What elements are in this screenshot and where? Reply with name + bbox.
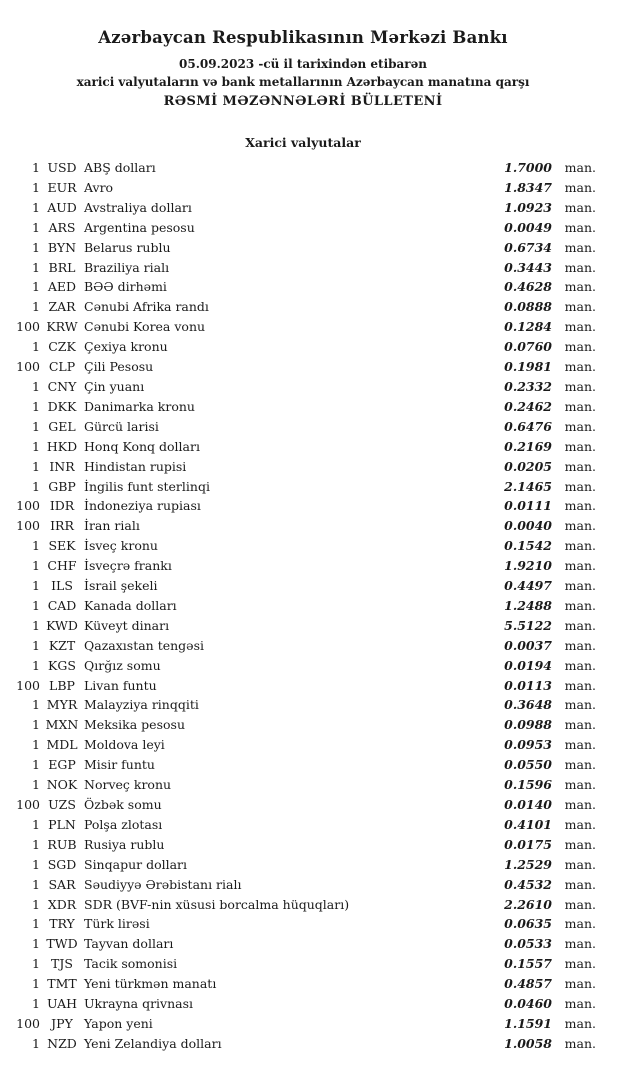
rate-row xyxy=(10,1034,596,1054)
currency-name: Avstraliya dolları xyxy=(84,199,192,215)
unit-label: man. xyxy=(564,896,596,912)
unit-label: man. xyxy=(564,1015,596,1031)
rate-value: 0.2462 xyxy=(504,398,552,414)
rate-row xyxy=(10,377,596,397)
unit-label: man. xyxy=(564,239,596,255)
currency-name: İndoneziya rupiası xyxy=(84,498,201,514)
rate-value: 0.0111 xyxy=(504,498,552,514)
unit-label: man. xyxy=(564,916,596,932)
currency-code: NOK xyxy=(46,777,78,793)
quantity: 1 xyxy=(32,757,40,773)
currency-name: Tayvan dolları xyxy=(84,936,174,952)
quantity: 1 xyxy=(32,299,40,315)
quantity: 100 xyxy=(16,677,40,693)
unit-label: man. xyxy=(564,578,596,594)
rate-row xyxy=(10,556,596,576)
unit-label: man. xyxy=(564,359,596,375)
rate-value: 1.0058 xyxy=(504,1035,552,1051)
rate-row xyxy=(10,576,596,596)
bank-title: Azərbaycan Respublikasının Mərkəzi Bankı xyxy=(98,28,508,47)
quantity: 1 xyxy=(32,856,40,872)
rate-row xyxy=(10,715,596,735)
quantity: 1 xyxy=(32,578,40,594)
unit-label: man. xyxy=(564,458,596,474)
rate-row xyxy=(10,417,596,437)
currency-code: SGD xyxy=(47,856,77,872)
rate-value: 0.6476 xyxy=(504,418,552,434)
currency-code: NZD xyxy=(47,1035,77,1051)
currency-name: Kanada dolları xyxy=(84,597,177,613)
currency-name: Səudiyyə Ərəbistanı rialı xyxy=(84,876,242,892)
rate-row xyxy=(10,397,596,417)
currency-code: MYR xyxy=(46,697,78,713)
rate-value: 0.0460 xyxy=(504,996,552,1012)
unit-label: man. xyxy=(564,996,596,1012)
currency-code: GBP xyxy=(48,478,76,494)
currency-code: MXN xyxy=(45,717,79,733)
currency-name: Yeni türkmən manatı xyxy=(84,976,217,992)
unit-label: man. xyxy=(564,777,596,793)
currency-name: ABŞ dolları xyxy=(84,160,156,175)
rate-row xyxy=(10,636,596,656)
currency-name: Cənubi Korea vonu xyxy=(84,319,206,335)
quantity: 1 xyxy=(32,617,40,633)
currency-name: İsveç kronu xyxy=(84,538,158,554)
rate-row xyxy=(10,795,596,815)
exchange-rates-body xyxy=(10,158,596,1054)
unit-label: man. xyxy=(564,378,596,394)
currency-code: CLP xyxy=(48,359,76,375)
bulletin-subtitle: xarici valyutaların və bank metallarının Azərbaycan manatına qarşı xyxy=(76,75,530,89)
rate-row xyxy=(10,457,596,477)
currency-code: CZK xyxy=(48,339,76,355)
unit-label: man. xyxy=(564,797,596,812)
currency-name: Çin yuanı xyxy=(84,378,145,394)
unit-label: man. xyxy=(564,697,596,713)
currency-code: KRW xyxy=(46,319,78,335)
quantity: 1 xyxy=(32,816,40,832)
currency-code: EUR xyxy=(47,179,77,195)
rate-value: 0.0113 xyxy=(504,677,552,693)
quantity: 1 xyxy=(32,199,40,215)
currency-code: AUD xyxy=(47,199,77,215)
currency-name: İngilis funt sterlinqi xyxy=(84,478,210,494)
rate-value: 0.0888 xyxy=(504,299,552,315)
rate-value: 0.4497 xyxy=(504,578,552,594)
unit-label: man. xyxy=(564,339,596,355)
rate-value: 2.2610 xyxy=(504,896,552,912)
currency-name: Özbək somu xyxy=(84,797,162,812)
quantity: 1 xyxy=(32,637,40,653)
unit-label: man. xyxy=(564,398,596,414)
currency-name: İsveçrə frankı xyxy=(84,558,172,574)
rate-row xyxy=(10,835,596,855)
currency-code: USD xyxy=(47,160,77,175)
unit-label: man. xyxy=(564,836,596,852)
quantity: 1 xyxy=(32,936,40,952)
rate-value: 0.2169 xyxy=(504,438,552,454)
quantity: 1 xyxy=(32,458,40,474)
unit-label: man. xyxy=(564,1035,596,1051)
unit-label: man. xyxy=(564,677,596,693)
rate-value: 5.5122 xyxy=(504,617,552,633)
quantity: 100 xyxy=(16,1015,40,1031)
currency-code: PLN xyxy=(48,816,76,832)
unit-label: man. xyxy=(564,219,596,235)
quantity: 1 xyxy=(32,179,40,195)
rate-row xyxy=(10,496,596,516)
currency-code: LBP xyxy=(49,677,75,693)
rate-value: 0.1284 xyxy=(504,319,552,335)
currency-name: Belarus rublu xyxy=(84,239,171,255)
rate-value: 1.2488 xyxy=(504,597,552,613)
quantity: 1 xyxy=(32,538,40,554)
rate-value: 0.0635 xyxy=(504,916,552,932)
quantity: 1 xyxy=(32,876,40,892)
currency-code: GEL xyxy=(48,418,76,434)
quantity: 100 xyxy=(16,319,40,335)
currency-name: Rusiya rublu xyxy=(84,836,165,852)
rate-row xyxy=(10,735,596,755)
rate-value: 1.9210 xyxy=(504,558,552,574)
rate-value: 0.0194 xyxy=(504,657,552,673)
exchange-rates-table xyxy=(10,158,596,1054)
rate-value: 2.1465 xyxy=(504,478,552,494)
rate-row xyxy=(10,934,596,954)
rate-value: 1.7000 xyxy=(504,160,552,175)
unit-label: man. xyxy=(564,737,596,753)
rate-value: 0.0049 xyxy=(504,219,552,235)
quantity: 100 xyxy=(16,359,40,375)
unit-label: man. xyxy=(564,956,596,972)
rate-value: 0.0140 xyxy=(504,797,552,812)
rate-row xyxy=(10,337,596,357)
currency-name: Tacik somonisi xyxy=(84,956,178,972)
rate-row xyxy=(10,616,596,636)
currency-name: Livan funtu xyxy=(84,677,157,693)
currency-name: Yapon yeni xyxy=(84,1015,153,1031)
rate-value: 0.1981 xyxy=(504,359,552,375)
currency-name: Ukrayna qrivnası xyxy=(84,996,194,1012)
currency-name: Gürcü larisi xyxy=(84,418,159,434)
currency-code: SEK xyxy=(48,538,76,554)
currency-code: MDL xyxy=(46,737,78,753)
currency-code: INR xyxy=(49,458,75,474)
quantity: 1 xyxy=(32,717,40,733)
currency-code: EGP xyxy=(48,757,76,773)
unit-label: man. xyxy=(564,259,596,275)
rate-value: 0.0175 xyxy=(504,836,552,852)
rate-row xyxy=(10,676,596,696)
quantity: 100 xyxy=(16,797,40,812)
rate-row xyxy=(10,158,596,178)
currency-code: TJS xyxy=(51,956,73,972)
currency-code: KZT xyxy=(48,637,76,653)
currency-code: KWD xyxy=(46,617,78,633)
rate-row xyxy=(10,596,596,616)
rate-value: 0.0037 xyxy=(504,637,552,653)
unit-label: man. xyxy=(564,438,596,454)
rate-value: 0.4628 xyxy=(504,279,552,295)
quantity: 1 xyxy=(32,836,40,852)
rate-value: 1.0923 xyxy=(504,199,552,215)
currency-name: Türk lirəsi xyxy=(84,916,150,932)
currency-code: UAH xyxy=(46,996,78,1012)
rate-row xyxy=(10,477,596,497)
currency-name: Malayziya rinqqiti xyxy=(84,697,199,713)
currency-code: SAR xyxy=(48,876,76,892)
currency-code: RUB xyxy=(47,836,77,852)
unit-label: man. xyxy=(564,279,596,295)
quantity: 1 xyxy=(32,697,40,713)
currency-name: Cənubi Afrika randı xyxy=(84,299,209,315)
currency-code: DKK xyxy=(47,398,77,414)
rate-row xyxy=(10,198,596,218)
unit-label: man. xyxy=(564,936,596,952)
rate-row xyxy=(10,954,596,974)
unit-label: man. xyxy=(564,199,596,215)
quantity: 1 xyxy=(32,737,40,753)
currency-code: CAD xyxy=(47,597,77,613)
rate-row xyxy=(10,218,596,238)
rate-row xyxy=(10,277,596,297)
currency-code: AED xyxy=(47,279,77,295)
rate-value: 0.0953 xyxy=(504,737,552,753)
unit-label: man. xyxy=(564,637,596,653)
currency-code: ZAR xyxy=(48,299,76,315)
rate-value: 0.0550 xyxy=(504,757,552,773)
rate-value: 0.1542 xyxy=(504,538,552,554)
quantity: 1 xyxy=(32,160,40,175)
quantity: 1 xyxy=(32,438,40,454)
unit-label: man. xyxy=(564,856,596,872)
currency-name: Braziliya rialı xyxy=(84,259,170,275)
currency-code: IRR xyxy=(50,518,74,534)
unit-label: man. xyxy=(564,179,596,195)
unit-label: man. xyxy=(564,657,596,673)
quantity: 1 xyxy=(32,558,40,574)
rate-row xyxy=(10,178,596,198)
currency-name: Yeni Zelandiya dolları xyxy=(84,1035,222,1051)
currency-code: KGS xyxy=(48,657,76,673)
section-title-foreign-currencies: Xarici valyutalar xyxy=(245,135,361,150)
quantity: 100 xyxy=(16,498,40,514)
quantity: 1 xyxy=(32,916,40,932)
quantity: 1 xyxy=(32,777,40,793)
rate-row xyxy=(10,775,596,795)
rate-value: 1.8347 xyxy=(504,179,552,195)
unit-label: man. xyxy=(564,558,596,574)
rate-value: 0.4857 xyxy=(504,976,552,992)
rate-row xyxy=(10,437,596,457)
quantity: 100 xyxy=(16,518,40,534)
rate-value: 0.1596 xyxy=(504,777,552,793)
currency-code: CNY xyxy=(47,378,77,394)
rate-row xyxy=(10,855,596,875)
currency-code: TMT xyxy=(47,976,77,992)
rate-row xyxy=(10,317,596,337)
bulletin-header xyxy=(10,28,596,109)
currency-name: Sinqapur dolları xyxy=(84,856,188,872)
bulletin-title: RƏSMİ MƏZƏNNƏLƏRİ BÜLLETENİ xyxy=(163,94,443,109)
rate-row xyxy=(10,357,596,377)
quantity: 1 xyxy=(32,956,40,972)
rate-row xyxy=(10,755,596,775)
quantity: 1 xyxy=(32,378,40,394)
rate-value: 0.0040 xyxy=(504,518,552,534)
effective-date-line: 05.09.2023 -cü il tarixindən etibarən xyxy=(179,57,427,71)
rate-row xyxy=(10,875,596,895)
rate-row xyxy=(10,238,596,258)
rate-row xyxy=(10,258,596,278)
currency-code: IDR xyxy=(49,498,75,514)
unit-label: man. xyxy=(564,597,596,613)
rate-row xyxy=(10,516,596,536)
currency-code: BRL xyxy=(48,259,76,275)
quantity: 1 xyxy=(32,339,40,355)
unit-label: man. xyxy=(564,478,596,494)
rate-value: 0.4532 xyxy=(504,876,552,892)
currency-name: Moldova leyi xyxy=(84,737,165,753)
rate-value: 0.0988 xyxy=(504,717,552,733)
rate-value: 0.0533 xyxy=(504,936,552,952)
rate-value: 0.6734 xyxy=(504,239,552,255)
rate-row xyxy=(10,297,596,317)
currency-name: Danimarka kronu xyxy=(84,398,195,414)
quantity: 1 xyxy=(32,418,40,434)
unit-label: man. xyxy=(564,757,596,773)
rate-row xyxy=(10,994,596,1014)
quantity: 1 xyxy=(32,996,40,1012)
unit-label: man. xyxy=(564,538,596,554)
unit-label: man. xyxy=(564,418,596,434)
unit-label: man. xyxy=(564,160,596,175)
rate-row xyxy=(10,815,596,835)
currency-name: İsrail şekeli xyxy=(84,578,158,594)
unit-label: man. xyxy=(564,518,596,534)
currency-code: UZS xyxy=(48,797,76,812)
quantity: 1 xyxy=(32,597,40,613)
quantity: 1 xyxy=(32,657,40,673)
quantity: 1 xyxy=(32,259,40,275)
currency-name: BƏƏ dirhəmi xyxy=(84,279,167,295)
unit-label: man. xyxy=(564,498,596,514)
currency-name: Çexiya kronu xyxy=(84,339,168,355)
quantity: 1 xyxy=(32,478,40,494)
currency-code: ARS xyxy=(48,219,76,235)
currency-code: HKD xyxy=(46,438,78,454)
quantity: 1 xyxy=(32,279,40,295)
quantity: 1 xyxy=(32,219,40,235)
currency-name: İran rialı xyxy=(84,518,140,534)
currency-name: Qazaxıstan tengəsi xyxy=(84,637,204,653)
rate-row xyxy=(10,1014,596,1034)
currency-code: JPY xyxy=(51,1015,73,1031)
currency-name: Meksika pesosu xyxy=(84,717,185,733)
currency-name: SDR (BVF-nin xüsusi borcalma hüquqları) xyxy=(84,896,350,912)
rate-row xyxy=(10,536,596,556)
unit-label: man. xyxy=(564,816,596,832)
unit-label: man. xyxy=(564,976,596,992)
unit-label: man. xyxy=(564,319,596,335)
currency-name: Polşa zlotası xyxy=(84,816,163,832)
currency-name: Avro xyxy=(84,179,114,195)
currency-code: TRY xyxy=(49,916,75,932)
rate-row xyxy=(10,895,596,915)
rate-row xyxy=(10,974,596,994)
rate-row xyxy=(10,695,596,715)
rate-value: 0.3648 xyxy=(504,697,552,713)
currency-name: Qırğız somu xyxy=(84,657,161,673)
rate-value: 1.1591 xyxy=(504,1015,552,1031)
unit-label: man. xyxy=(564,299,596,315)
currency-code: TWD xyxy=(46,936,78,952)
rate-value: 0.0760 xyxy=(504,339,552,355)
currency-code: ILS xyxy=(51,578,73,594)
currency-code: BYN xyxy=(47,239,77,255)
currency-name: Hindistan rupisi xyxy=(84,458,187,474)
rate-value: 0.1557 xyxy=(504,956,552,972)
unit-label: man. xyxy=(564,717,596,733)
quantity: 1 xyxy=(32,896,40,912)
quantity: 1 xyxy=(32,398,40,414)
rate-value: 0.2332 xyxy=(504,378,552,394)
currency-name: Norveç kronu xyxy=(84,777,172,793)
unit-label: man. xyxy=(564,876,596,892)
currency-code: CHF xyxy=(47,558,77,574)
currency-code: XDR xyxy=(47,896,77,912)
currency-name: Misir funtu xyxy=(84,757,155,773)
quantity: 1 xyxy=(32,239,40,255)
rate-value: 0.4101 xyxy=(504,816,552,832)
rate-value: 0.3443 xyxy=(504,259,552,275)
currency-name: Argentina pesosu xyxy=(84,219,195,235)
currency-name: Küveyt dinarı xyxy=(84,617,170,633)
quantity: 1 xyxy=(32,976,40,992)
quantity: 1 xyxy=(32,1035,40,1051)
rate-value: 1.2529 xyxy=(504,856,552,872)
unit-label: man. xyxy=(564,617,596,633)
currency-name: Honq Konq dolları xyxy=(84,438,200,454)
currency-name: Çili Pesosu xyxy=(84,359,154,375)
rate-row xyxy=(10,656,596,676)
rate-value: 0.0205 xyxy=(504,458,552,474)
rate-row xyxy=(10,914,596,934)
